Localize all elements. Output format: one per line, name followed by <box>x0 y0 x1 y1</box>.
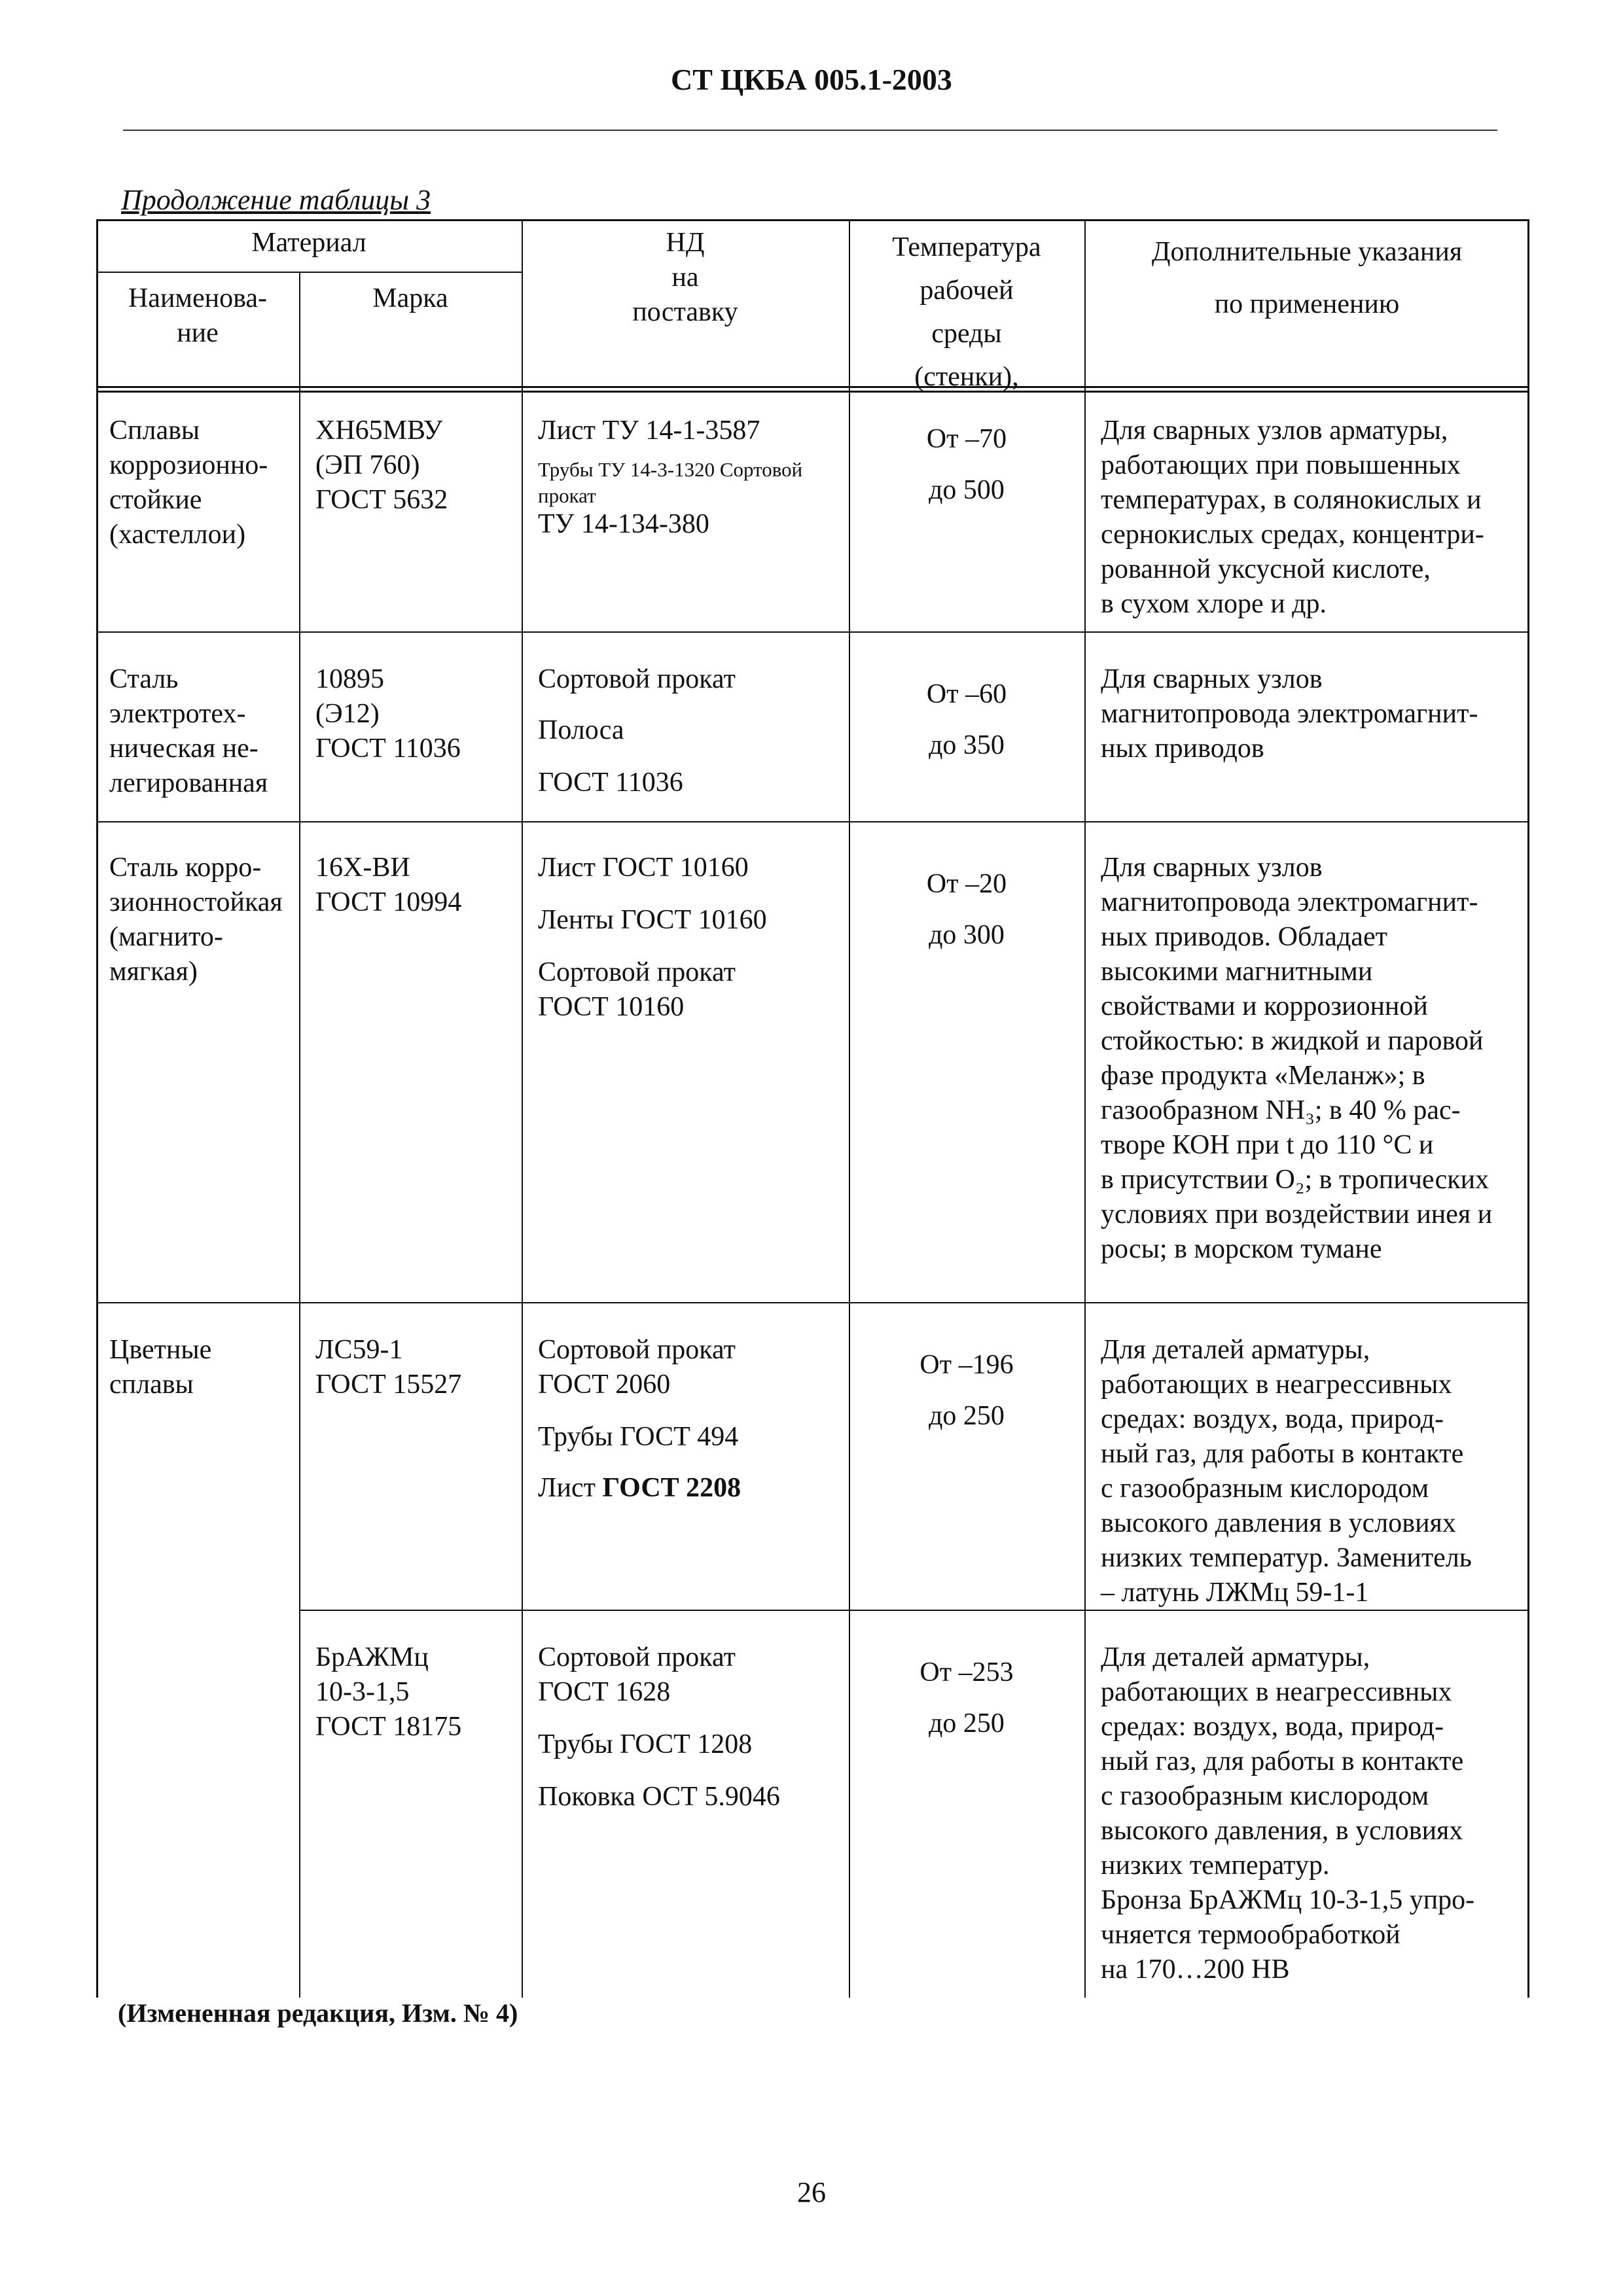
row4-nd-pipes: Трубы ГОСТ 494 <box>538 1422 739 1452</box>
row-divider-1 <box>96 631 1529 633</box>
row3-nd-sheet: Лист ГОСТ 10160 <box>538 853 749 883</box>
row1-name: Сплавы коррозионно- стойкие (хастеллои) <box>109 415 268 550</box>
table-caption: Продолжение таблицы 3 <box>121 184 431 216</box>
header-nd: НД на поставку <box>632 228 738 327</box>
col-divider-temp-notes <box>1084 219 1086 1998</box>
row3-notes: Для сварных узлов магнитопровода электромагнит- ных приводов. Обладает высокими магнитными свойствами и коррозионной стойкостью: в жидкой и паровой фазе продукта «Меланж»; в газообразном NH₃; в 40 % рас- творе КОН при t до 110 °С и в присутствии О₂; в тропических условиях при воздействии инея и росы; в морском тумане <box>1101 853 1493 1264</box>
header-divider <box>123 130 1497 131</box>
row4-temp-from: От –196 <box>919 1350 1014 1380</box>
header-grade: Марка <box>372 283 448 313</box>
row5-nd-pipes: Трубы ГОСТ 1208 <box>538 1729 753 1759</box>
row-divider-3 <box>96 1302 1529 1303</box>
row2-temp-from: От –60 <box>926 679 1007 709</box>
row4-temp-to: до 250 <box>929 1401 1005 1431</box>
row1-temp-from: От –70 <box>926 424 1007 454</box>
table-right-border <box>1527 219 1529 1998</box>
row1-nd-tu: ТУ 14-134-380 <box>538 509 709 539</box>
row3-nd-tapes: Ленты ГОСТ 10160 <box>538 905 767 935</box>
page-number: 26 <box>797 2176 826 2208</box>
row1-nd-pipes: Трубы ТУ 14-3-1320 Сортовой прокат <box>538 458 803 507</box>
col-divider-grade-nd <box>522 219 523 1998</box>
row4-nd-sheet-gost: ГОСТ 2208 <box>602 1473 741 1503</box>
row4-name: Цветные сплавы <box>109 1335 212 1400</box>
row5-nd-forging: Поковка ОСТ 5.9046 <box>538 1782 780 1812</box>
row1-grade: ХН65МВУ (ЭП 760) ГОСТ 5632 <box>315 415 448 515</box>
row2-nd-strip: Полоса <box>538 715 624 745</box>
row4-nd-sheet <box>538 1471 741 1506</box>
row4-notes: Для деталей арматуры, работающих в неагрессивных средах: воздух, вода, природ- ный газ, для работы в контакте с газообразным кислородом высокого давления в условиях низких температур. Заменитель – латунь ЛЖМц 59-1-1 <box>1101 1335 1472 1608</box>
row3-name: Сталь корро- зионностойкая (магнито- мягкая) <box>109 853 283 987</box>
row1-notes: Для сварных узлов арматуры, работающих при повышенных температурах, в солянокислых и сернокислых средах, концентри- рованной уксусной кислоте, в сухом хлоре и др. <box>1101 415 1484 619</box>
row2-name: Сталь электротех- ническая не- легированная <box>109 664 268 798</box>
row2-notes: Для сварных узлов магнитопровода электромагнит- ных приводов <box>1101 664 1478 764</box>
row5-notes: Для деталей арматуры, работающих в неагрессивных средах: воздух, вода, природ- ный газ, для работы в контакте с газообразным кислородом высокого давления, в условиях низких температур. Бронза БрАЖМц 10-3-1,5 упро- чняется термообработкой на 170…200 НВ <box>1101 1642 1475 1985</box>
document-header-title: СТ ЦКБА 005.1-2003 <box>671 63 952 96</box>
row4-grade: ЛС59-1 ГОСТ 15527 <box>315 1335 462 1400</box>
row5-nd-bar: Сортовой прокат ГОСТ 1628 <box>538 1642 736 1707</box>
row5-grade: БрАЖМц 10-3-1,5 ГОСТ 18175 <box>315 1642 462 1742</box>
table-top-border <box>96 219 1529 221</box>
row5-temp-from: От –253 <box>919 1657 1014 1687</box>
row2-grade: 10895 (Э12) ГОСТ 11036 <box>315 664 461 764</box>
row3-temp-to: до 300 <box>929 920 1005 950</box>
row1-temp-to: до 500 <box>929 475 1005 505</box>
row-divider-2 <box>96 821 1529 822</box>
materials-table <box>96 219 1529 1998</box>
row3-grade: 16Х-ВИ ГОСТ 10994 <box>315 853 462 917</box>
table-left-border <box>96 219 98 1998</box>
row5-temp-to: до 250 <box>929 1708 1005 1739</box>
row2-nd-gost: ГОСТ 11036 <box>538 768 683 798</box>
header-bottom-line-2 <box>96 391 1529 393</box>
header-temperature: Температура рабочей среды (стенки), <box>892 232 1041 392</box>
revision-footnote: (Измененная редакция, Изм. № 4) <box>118 1998 518 2028</box>
header-notes: Дополнительные указания по применению <box>1151 237 1463 319</box>
row2-nd-bar: Сортовой прокат <box>538 664 736 694</box>
material-subheader-line <box>96 272 522 273</box>
header-bottom-line-1 <box>96 386 1529 388</box>
header-name: Наименова- ние <box>128 283 268 348</box>
header-material: Материал <box>251 228 366 258</box>
row4-nd-sheet-prefix: Лист <box>538 1473 603 1503</box>
row2-temp-to: до 350 <box>929 730 1005 760</box>
col-divider-name-grade <box>299 272 300 1998</box>
row4-nd-bar: Сортовой прокат ГОСТ 2060 <box>538 1335 736 1400</box>
row1-nd-sheet: Лист ТУ 14-1-3587 <box>538 415 760 446</box>
row3-nd-bar: Сортовой прокат ГОСТ 10160 <box>538 957 736 1022</box>
row3-temp-from: От –20 <box>926 869 1007 899</box>
